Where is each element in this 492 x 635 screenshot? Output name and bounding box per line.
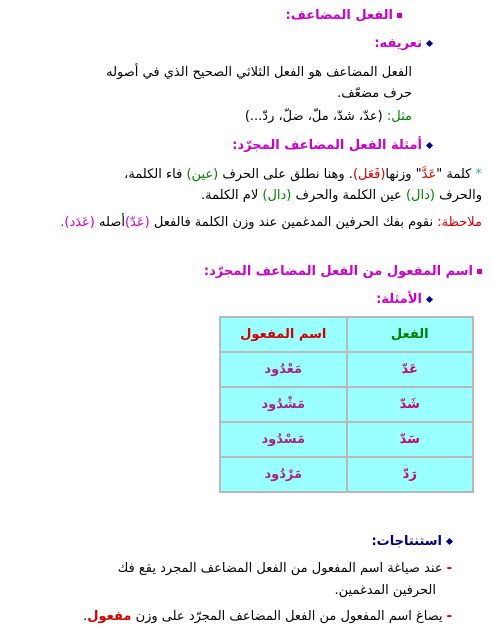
conclusions-heading: استنتاجات:: [371, 534, 452, 549]
example-label: مثل:: [386, 109, 412, 124]
example-words: (عدّ، شدّ، ملّ، ضلّ، ردّ...): [244, 109, 383, 124]
note-label: ملاحظة:: [437, 215, 482, 230]
star-mark: *: [475, 167, 482, 182]
pattern-mafool: مفعول: [87, 609, 132, 624]
header-verb: الفعل: [347, 317, 474, 352]
table-row: [220, 352, 473, 387]
square-bullet-icon: [397, 13, 402, 18]
section-title-doubled-verb: الفعل المضاعف:: [286, 8, 402, 23]
table-header-row: [220, 317, 473, 352]
cell-verb: سَدّ: [347, 422, 474, 457]
letter-dal-2: (دال): [262, 188, 292, 203]
definition-text: الفعل المضاعف هو الفعل الثلاثي الصحيح الذي في أصوله حرف مضعّف.: [106, 65, 412, 101]
table-row: [220, 387, 473, 422]
cell-verb: رَدّ: [347, 457, 474, 492]
note-origin: (عَدَد).: [60, 215, 95, 230]
pattern-faal: (فَعَل): [352, 167, 386, 182]
conclusion-item-1: -عند صياغة اسم المفعول من الفعل المضاعف المجرد يقع فك: [117, 561, 452, 576]
diamond-bullet-icon: [426, 40, 433, 47]
diamond-bullet-icon: [426, 142, 433, 149]
conclusion-item-2: -يصاغ اسم المفعول من الفعل المضاعف المجرّد على وزن مفعول.: [83, 609, 452, 624]
dash-bullet: -: [446, 609, 452, 624]
conclusion-item-1-cont: الحرفين المدغمين.: [334, 583, 436, 598]
letter-ain: (عين): [186, 167, 219, 182]
cell-passive-participle: مَعْدُود: [220, 352, 347, 387]
letter-dal-1: (دال): [405, 188, 435, 203]
word-adda: عَدَّ: [421, 167, 437, 182]
definition-heading: تعريفه:: [374, 36, 432, 51]
note-verb: (عَدّ): [124, 215, 150, 230]
header-passive-participle: اسم المفعول: [220, 317, 347, 352]
cell-passive-participle: مَسْدُود: [220, 422, 347, 457]
cell-passive-participle: مَشْدُود: [220, 387, 347, 422]
section-title-examples: أمثلة الفعل المضاعف المجرّد:: [232, 138, 432, 153]
examples-heading: الأمثلة:: [376, 292, 432, 307]
dash-bullet: -: [446, 561, 452, 576]
square-bullet-icon: [477, 269, 482, 274]
cell-verb: شَدّ: [347, 387, 474, 422]
table-row: [220, 422, 473, 457]
example-explanation-line2: والحرف (دال) عين الكلمة والحرف (دال) لام الكلمة.: [200, 188, 482, 203]
cell-passive-participle: مَرْدُود: [220, 457, 347, 492]
diamond-bullet-icon: [446, 538, 453, 545]
diamond-bullet-icon: [426, 296, 433, 303]
note-paragraph: ملاحظة: نقوم بفك الحرفين المدغمين عند وزن الكلمة فالفعل (عَدّ)أصله (عَدَد).: [60, 215, 482, 230]
cell-verb: عَدّ: [347, 352, 474, 387]
verbs-table: [219, 316, 474, 493]
example-line: [82, 106, 412, 127]
table-row: [220, 457, 473, 492]
example-explanation-line1: * كلمة "عَدَّ" وزنها(فَعَل). وهنا نطلق على الحرف (عين) فاء الكلمة،: [124, 167, 482, 182]
section-title-passive-participle: اسم المفعول من الفعل المضاعف المجرّد:: [204, 264, 482, 279]
